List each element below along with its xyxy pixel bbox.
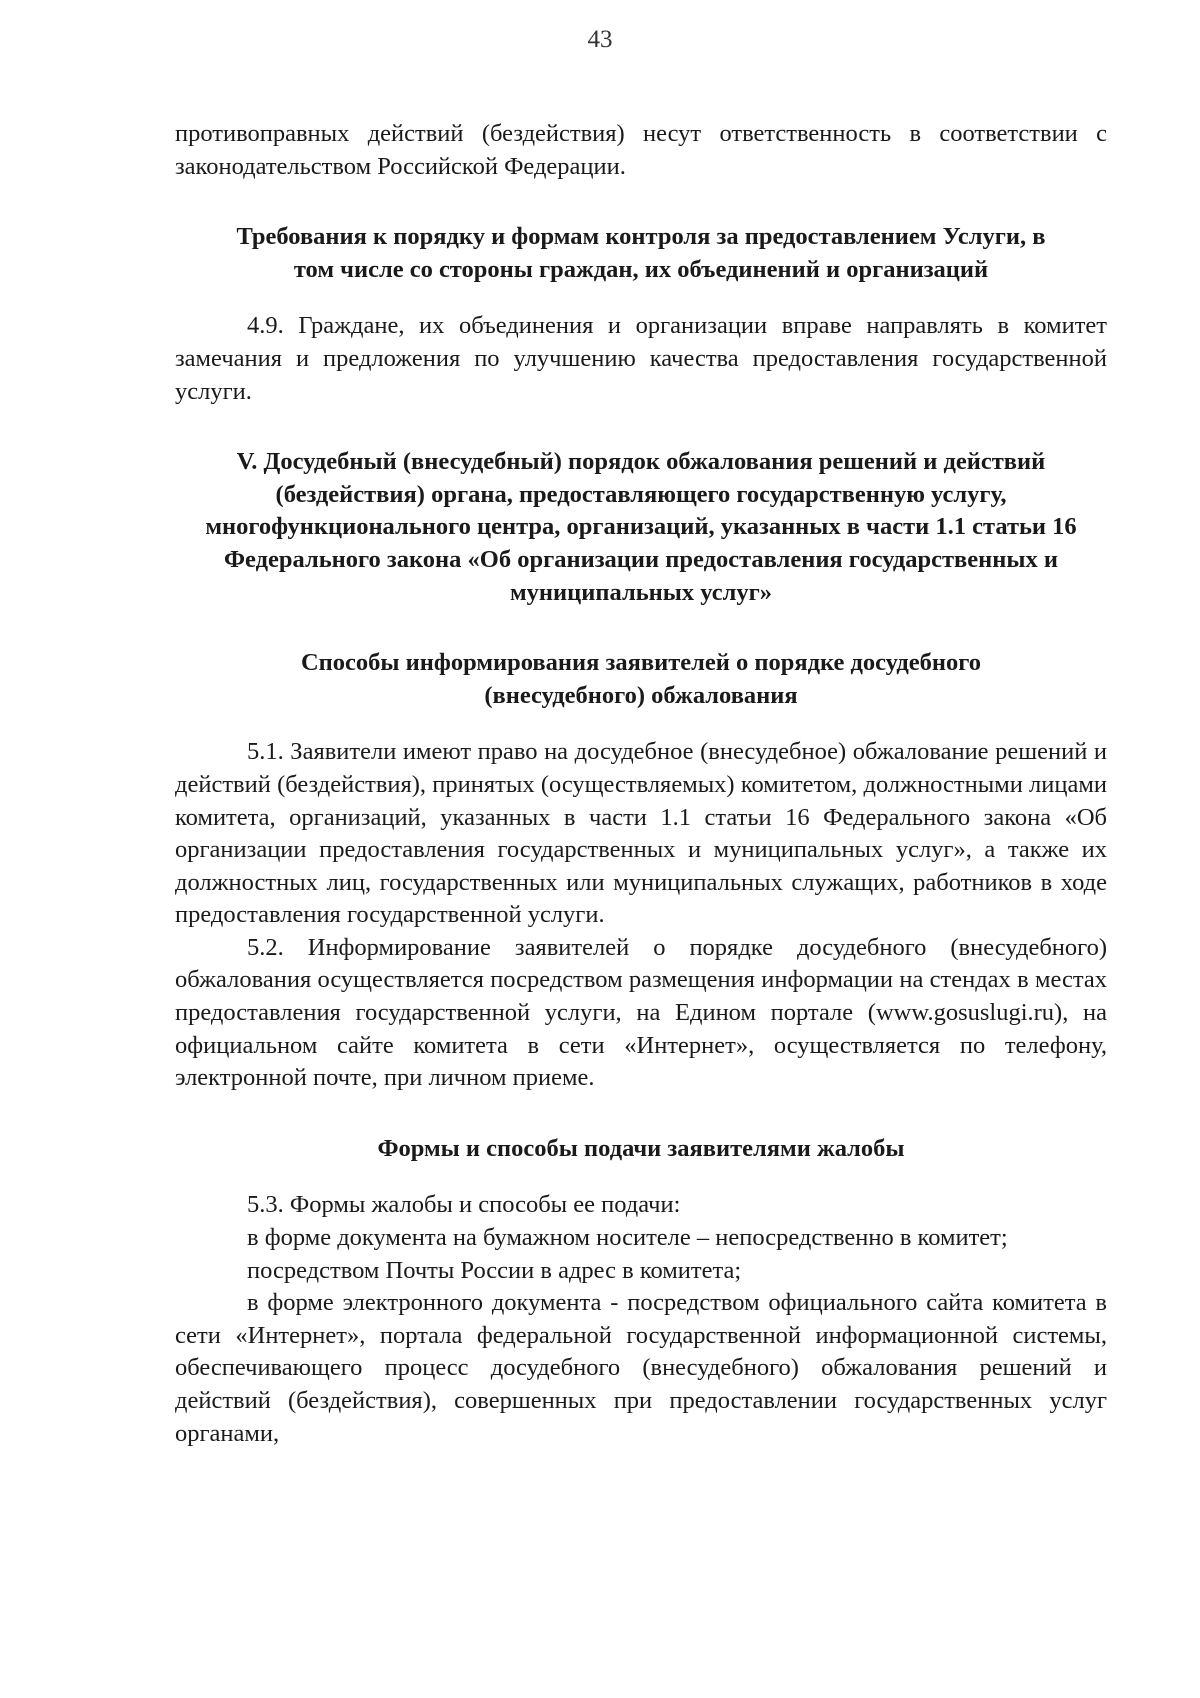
paragraph-post: посредством Почты России в адрес в комитета; [247, 1256, 742, 1284]
paragraph-5-1: 5.1. Заявители имеют право на досудебное (внесудебное) обжалование решений и действий (бездействия), принятых (осуществляемых) комитетом, должностными лицами комитета, организаций, указанных в части 1.1 статьи 16 Федерального закона «Об организации предоставления государственных и муниципальных услуг», а также их должностных лиц, государственных или муниципальных служащих, работников в ходе предоставления государственной услуги. [175, 738, 1107, 929]
paragraph-5-2: 5.2. Информирование заявителей о порядке досудебного (внесудебного) обжалования осуществляется посредством размещения информации на стендах в местах предоставления государственной услуги, на Едином портале (www.gosuslugi.ru), на официальном сайте комитета в сети «Интернет», осуществляется по телефону, электронной почте, при личном приеме. [175, 933, 1107, 1092]
page-number: 43 [587, 26, 613, 53]
paragraph-electronic-form: в форме электронного документа - посредством официального сайта комитета в сети «Интернет», портала федеральной государственной информационной системы, обеспечивающего процесс досудебного (внесудебного) обжалования решений и действий (бездействия), совершенных при предоставлении государственных услуг органами, [175, 1289, 1107, 1447]
paragraph-paper-form: в форме документа на бумажном носителе – непосредственно в комитет; [247, 1224, 1008, 1252]
heading-section-5: V. Досудебный (внесудебный) порядок обжалования решений и действий (бездействия) органа, предоставляющего государственную услугу, многофункционального центра, организаций, указанных в части 1.1 статьи 16 Федерального закона «Об организации предоставления государственных и муниципальных услуг» [205, 448, 1077, 606]
paragraph-4-9: 4.9. Граждане, их объединения и организации вправе направлять в комитет замечания и предложения по улучшению качества предоставления государственной услуги. [175, 312, 1107, 405]
paragraph-5-3: 5.3. Формы жалобы и способы ее подачи: [247, 1191, 681, 1219]
paragraph-intro: противоправных действий (бездействия) несут ответственность в соответствии с законодательством Российской Федерации. [175, 120, 1107, 180]
heading-control-requirements: Требования к порядку и формам контроля за предоставлением Услуги, в том числе со стороны граждан, их объединений и организаций [236, 223, 1046, 283]
document-body [175, 118, 1107, 1450]
heading-complaint-forms: Формы и способы подачи заявителями жалобы [377, 1134, 905, 1162]
heading-informing-methods: Способы информирования заявителей о порядке досудебного (внесудебного) обжалования [300, 649, 982, 709]
